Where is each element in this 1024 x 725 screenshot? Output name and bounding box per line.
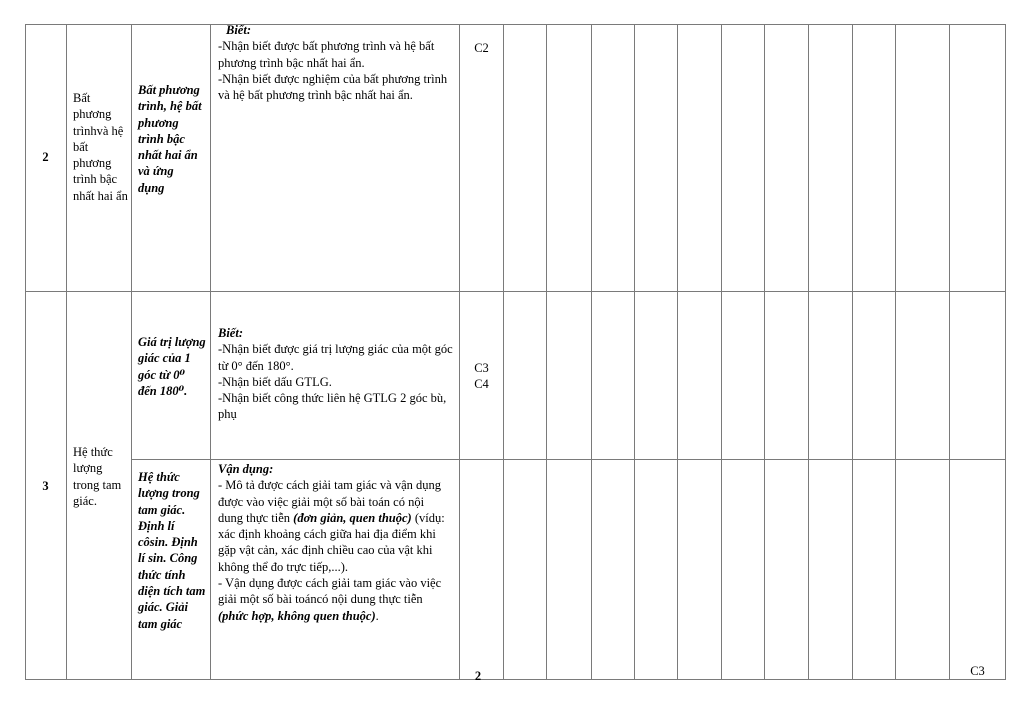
description-item: -Nhận biết được giá trị lượng giác của một góc từ 0° đến 180°. <box>218 342 453 373</box>
topic-name: Bất phương trình, hệ bất phương trình bậc nhất hai ẩn và ứng dụng <box>138 83 202 195</box>
description-item: -Nhận biết công thức liên hệ GTLG 2 góc bù, phụ <box>218 391 447 422</box>
description-text: . <box>375 608 379 623</box>
grid-line <box>677 24 678 679</box>
question-code: C2 <box>474 41 489 55</box>
topic-name: Hệ thức lượng trong tam giác. Định lí côsin. Định lí sin. Công thức tính diện tích tam giác. Giải tam giác <box>138 470 206 631</box>
description-item: -Nhận biết được bất phương trình và hệ bất phương trình bậc nhất hai ẩn. <box>218 39 435 70</box>
question-code: C3 <box>970 664 985 678</box>
description-cell <box>218 22 454 103</box>
grid-line <box>25 291 1006 292</box>
description-text: - Mô tả được cách giải tam giác và vận dụng được vào việc giải một số bài toán có nội dung thực tiễn <box>218 478 442 525</box>
description-paragraph <box>218 477 450 575</box>
grid-line <box>131 459 1006 460</box>
grid-line <box>25 24 1006 25</box>
grid-line <box>634 24 635 679</box>
grid-line <box>25 24 26 679</box>
description-cell <box>218 461 450 624</box>
chapter-name: Hệ thức lượng trong tam giác. <box>73 445 122 508</box>
description-text: (vídụ: xác định khoảng cách giữa hai địa điểm khi gặp vật cản, xác định chiều cao của vật khi không thể đo trực tiếp,...). <box>218 510 445 574</box>
grid-line <box>721 24 722 679</box>
description-item: -Nhận biết dấu GTLG. <box>218 374 332 389</box>
description-item: -Nhận biết được nghiệm của bất phương trình và hệ bất phương trình bậc nhất hai ẩn. <box>218 71 448 103</box>
grid-line <box>591 24 592 679</box>
grid-line <box>764 24 765 679</box>
grid-line <box>546 24 547 679</box>
description-cell <box>218 325 454 423</box>
grid-line <box>949 24 950 679</box>
description-text: - Vận dụng được cách giải tam giác vào việc giải một số bài toáncó nội dung thực tiễn <box>218 576 442 607</box>
grid-line <box>66 24 67 679</box>
question-code: C4 <box>474 377 489 391</box>
level-label: Vận dụng: <box>218 462 274 476</box>
grid-line <box>1005 24 1006 679</box>
question-code: 2 <box>474 669 482 683</box>
grid-line <box>25 679 1006 680</box>
grid-line <box>895 24 896 679</box>
topic-name: Giá trị lượng giác của 1 góc từ 0⁰ đến 180⁰. <box>138 335 206 398</box>
question-code: C3 <box>474 361 489 375</box>
chapter-name: Bất phương trìnhvà hệ bất phương trình bậc nhất hai ẩn <box>73 91 128 203</box>
description-emphasis: (đơn giản, quen thuộc) <box>293 510 412 525</box>
row-number: 3 <box>42 479 49 493</box>
description-paragraph <box>218 575 450 624</box>
row-number: 2 <box>42 150 49 164</box>
grid-line <box>808 24 809 679</box>
grid-line <box>503 24 504 679</box>
description-emphasis: (phức hợp, không quen thuộc) <box>218 608 376 623</box>
level-label: Biết: <box>218 326 243 340</box>
grid-line <box>131 24 132 679</box>
grid-line <box>459 24 460 679</box>
level-label: Biết: <box>226 23 251 37</box>
grid-line <box>210 24 211 679</box>
grid-line <box>852 24 853 679</box>
